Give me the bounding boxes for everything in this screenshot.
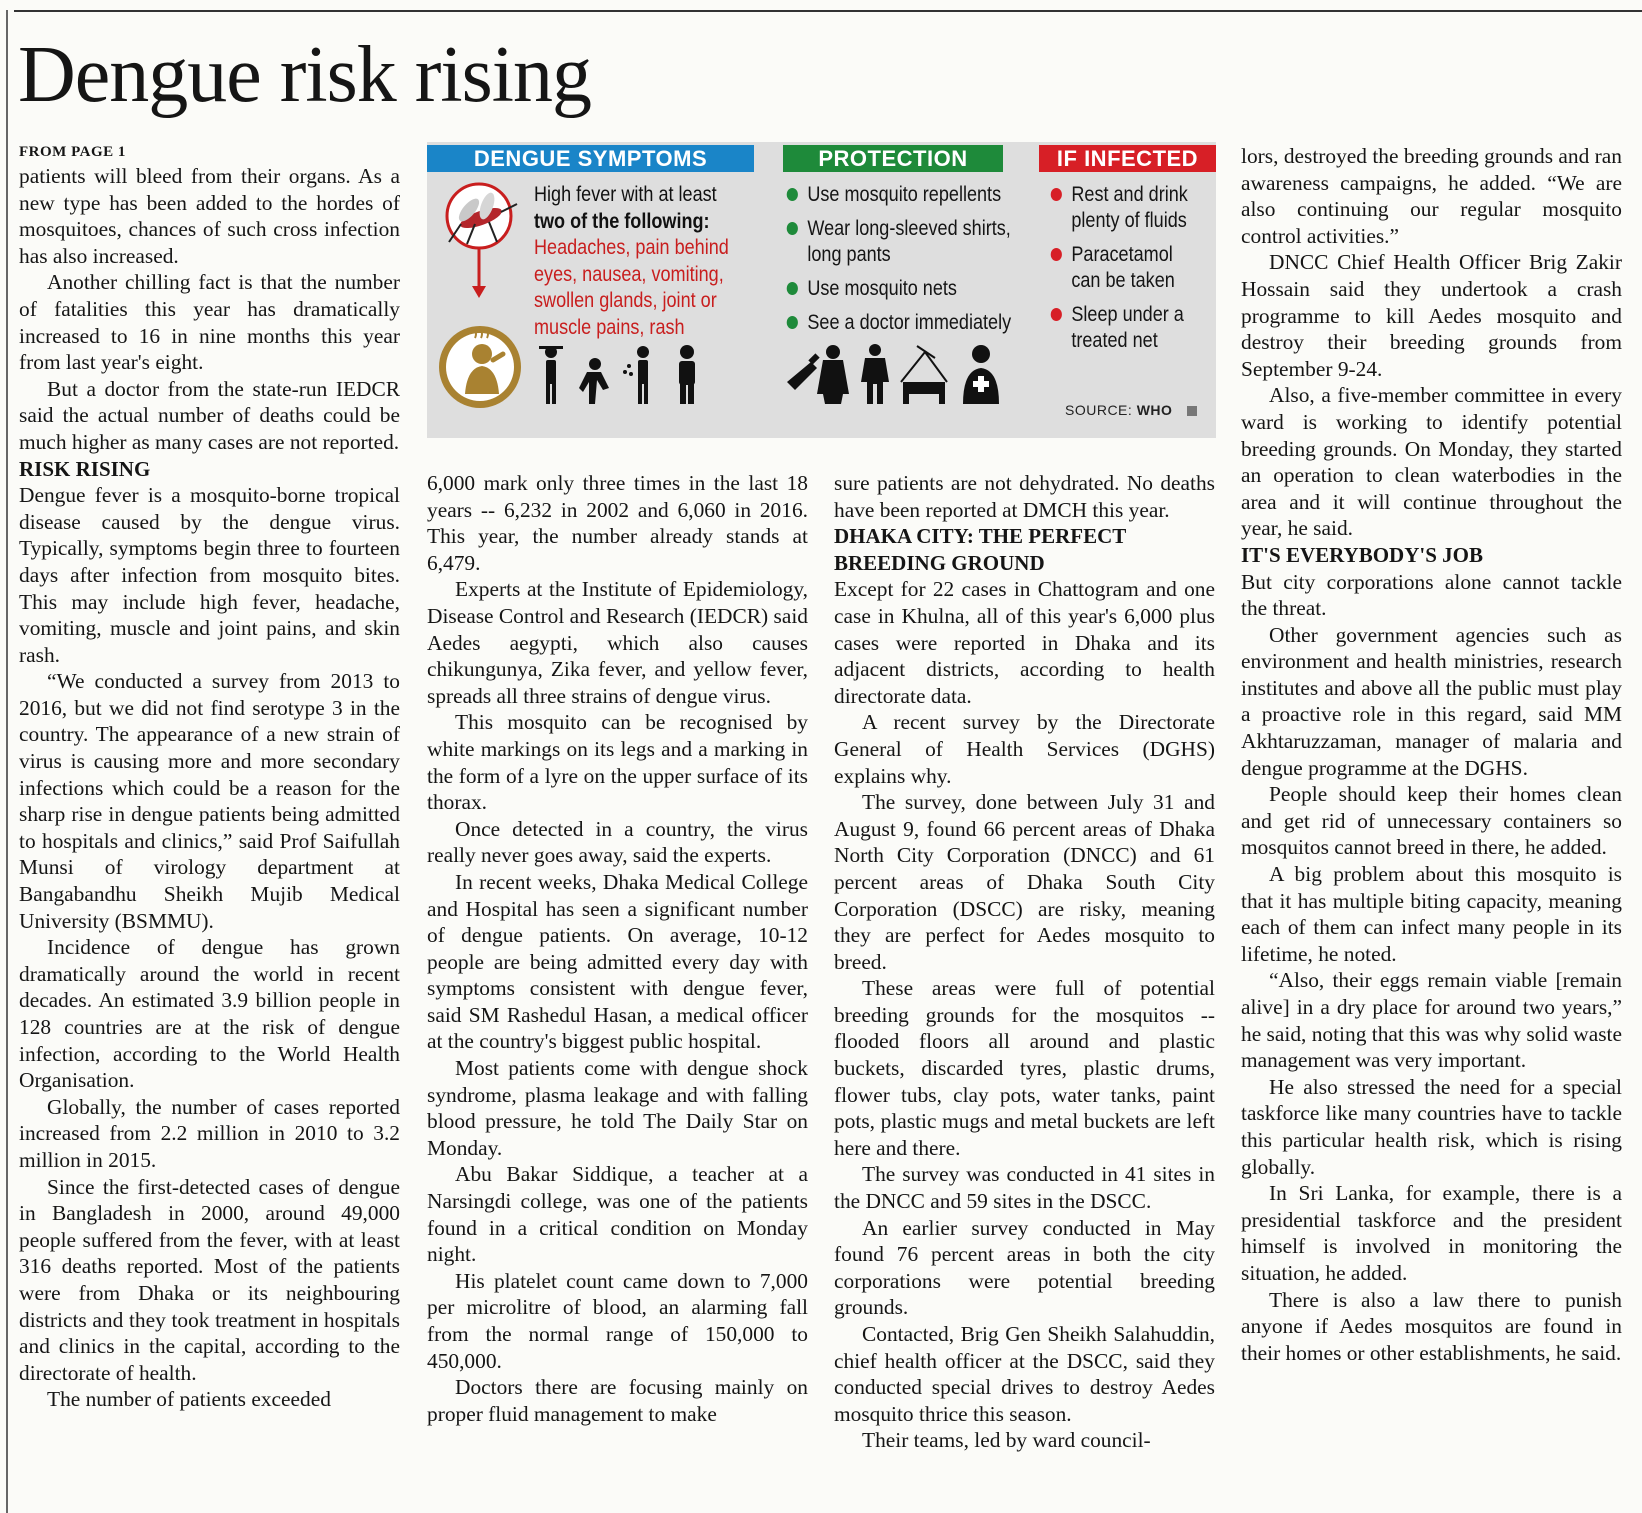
paragraph: 6,000 mark only three times in the last 18 years -- 6,232 in 2002 and 6,060 in 2016. This year, the number already stands at 6,479. (427, 471, 808, 575)
protection-item: Use mosquito nets (785, 276, 1014, 302)
paragraph: Experts at the Institute of Epidemiology, Disease Control and Research (IEDCR) said Aedes aegypti, which also causes chikungunya, Zika fever, and yellow fever, spreads all three strains of dengue virus. (427, 577, 808, 708)
paragraph: A big problem about this mosquito is that it has multiple biting capacity, meaning each of them can infect many people in its lifetime, he noted. (1241, 862, 1622, 966)
left-rule (6, 10, 8, 1513)
protection-tab: PROTECTION (783, 145, 1003, 172)
subhead-everybodys-job: IT'S EVERYBODY'S JOB (1241, 542, 1483, 567)
symptoms-tab: DENGUE SYMPTOMS (427, 145, 754, 172)
paragraph: Other government agencies such as environment and health ministries, research institutes and above all the public must play a proactive role in this regard, said MM Akhtaruzzaman, manager of malaria and dengue programme at the DGHS. (1241, 622, 1622, 780)
paragraph: “Also, their eggs remain viable [remain alive] in a dry place for around two years,” he said, noting that this was why solid waste management was very important. (1241, 968, 1622, 1073)
protection-list (785, 182, 1014, 344)
paragraph: An earlier survey conducted in May found 76 percent areas in both the city corporations were potential breeding grounds. (834, 1215, 1215, 1320)
if-infected-item: Paracetamol can be taken (1049, 242, 1209, 294)
bullet-icon (787, 222, 798, 235)
protection-item: Use mosquito repellents (785, 182, 1014, 208)
paragraph: Doctors there are focusing mainly on proper fluid management to make (427, 1375, 808, 1426)
symptoms-text (534, 182, 729, 341)
top-rule (14, 10, 1642, 12)
paragraph: Globally, the number of cases reported increased from 2.2 million in 2010 to 3.2 million in 2015. (19, 1094, 400, 1172)
paragraph: But city corporations alone cannot tackle the threat. (1241, 569, 1622, 621)
paragraph: But a doctor from the state-run IEDCR said the actual number of deaths could be much higher as many cases are not reported. (19, 376, 400, 454)
paragraph: People should keep their homes clean and get rid of unnecessary containers so mosquitos cannot breed in there, he added. (1241, 782, 1622, 860)
protection-item: See a doctor immediately (785, 310, 1014, 336)
column-4 (1241, 143, 1622, 1513)
paragraph: There is also a law there to punish anyone if Aedes mosquitos are found in their homes or other establishments, he said. (1241, 1287, 1622, 1365)
bullet-icon (787, 282, 798, 295)
headline: Dengue risk rising (18, 31, 592, 119)
paragraph: Except for 22 cases in Chattogram and one case in Khulna, all of this year's 6,000 plus cases were reported in Dhaka and its adjacent districts, according to health directorate data. (834, 577, 1215, 708)
column-1 (19, 141, 400, 1513)
sick-person-icon (437, 324, 523, 410)
mosquito-icon (441, 180, 519, 300)
paragraph: DNCC Chief Health Officer Brig Zakir Hossain said they undertook a crash programme to kill Aedes mosquito and destroy their breeding grounds from September 9-24. (1241, 250, 1622, 381)
subhead-risk-rising: RISK RISING (19, 456, 151, 481)
symptoms-line: muscle pains, rash (534, 315, 685, 339)
paragraph: He also stressed the need for a special taskforce like many countries have to tackle this particular health risk, which is rising globally. (1241, 1074, 1622, 1179)
paragraph: Dengue fever is a mosquito-borne tropical disease caused by the dengue virus. Typically, symptoms begin three to fourteen days after infection from mosquito bites. This may include high fever, headache, vomiting, muscle and joint pains, and skin rash. (19, 483, 400, 667)
if-infected-list (1049, 182, 1209, 362)
paragraph: The survey was conducted in 41 sites in the DNCC and 59 sites in the DSCC. (834, 1162, 1215, 1214)
paragraph: lors, destroyed the breeding grounds and ran awareness campaigns, he added. “We are also continuing our regular mosquito control activities.” (1241, 144, 1622, 248)
square-icon (1187, 406, 1197, 416)
if-infected-item: Rest and drink plenty of fluids (1049, 182, 1209, 234)
symptoms-line: High fever with at least (534, 183, 717, 206)
paragraph: Contacted, Brig Gen Sheikh Salahuddin, chief health officer at the DSCC, said they conducted special drives to destroy Aedes mosquito thrice this season. (834, 1322, 1215, 1426)
paragraph: Since the first-detected cases of dengue in Bangladesh in 2000, around 49,000 people suffered from the fever, with at least 316 deaths reported. Most of the patients were from Dhaka or its neighbouring districts and they took treatment in hospitals and clinics in the capital, according to the directorate of health. (19, 1174, 400, 1385)
paragraph: His platelet count came down to 7,000 per microlitre of blood, an alarming fall from the normal range of 150,000 to 450,000. (427, 1268, 808, 1373)
infected-tab: IF INFECTED (1039, 145, 1216, 172)
paragraph: Once detected in a country, the virus really never goes away, said the experts. (427, 816, 808, 868)
paragraph: The survey, done between July 31 and August 9, found 66 percent areas of Dhaka North City Corporation (DNCC) and 61 percent areas of Dhaka South City Corporation (DSCC) are risky, meaning they are perfect for Aedes mosquito to breed. (834, 790, 1215, 974)
paragraph: “We conducted a survey from 2013 to 2016, but we did not find serotype 3 in the country. The appearance of a new strain of virus is causing more and more secondary infections which could be a reason for the sharp rise in dengue patients being admitted to hospitals and clinics,” said Prof Saifullah Munsi of virology department at Bangabandhu Sheikh Mujib Medical University (BSMMU). (19, 669, 400, 933)
if-infected-item: Sleep under a treated net (1049, 302, 1209, 354)
paragraph: This mosquito can be recognised by white markings on its legs and a marking in the form of a lyre on the upper surface of its thorax. (427, 710, 808, 815)
paragraph: In Sri Lanka, for example, there is a presidential taskforce and the president himself is involved in monitoring the situation, he added. (1241, 1181, 1622, 1285)
paragraph: patients will bleed from their organs. As a new type has been added to the hordes of mosquitoes, chances of such cross infection has also increased. (19, 164, 400, 268)
bullet-icon (1051, 248, 1062, 261)
paragraph: A recent survey by the Directorate General of Health Services (DGHS) explains why. (834, 710, 1215, 788)
symptoms-line: eyes, nausea, vomiting, (534, 262, 724, 286)
paragraph: Their teams, led by ward council- (862, 1428, 1151, 1453)
paragraph: In recent weeks, Dhaka Medical College and Hospital has seen a significant number of dengue patients. On average, 10-12 people are being admitted every day with symptoms consistent with dengue fever, said SM Rashedul Hasan, a medical officer at the country's biggest public hospital. (427, 869, 808, 1054)
subhead-dhaka-city: DHAKA CITY: THE PERFECT BREEDING GROUND (834, 524, 1126, 575)
symptoms-line: Headaches, pain behind (534, 236, 729, 259)
paragraph: These areas were full of potential breeding grounds for the mosquitos -- flooded floors all around and plastic buckets, discarded tyres, plastic drums, flower tubs, clay pots, water tanks, paint pots, plastic mugs and metal buckets are left here and there. (834, 976, 1215, 1160)
bullet-icon (787, 188, 798, 201)
column-3 (834, 470, 1215, 1513)
paragraph: Incidence of dengue has grown dramatically around the world in recent decades. An estimated 3.9 billion people in 128 countries are at the risk of dengue infection, according to the World Health Organisation. (19, 935, 400, 1093)
bullet-icon (1051, 308, 1062, 321)
column-2 (427, 470, 808, 1513)
source-credit: SOURCE: WHO (1065, 402, 1197, 418)
paragraph: Most patients come with dengue shock syndrome, plasma leakage and with falling blood pressure, he told The Daily Star on Monday. (427, 1056, 808, 1160)
symptoms-line: two of the following: (534, 209, 710, 233)
paragraph: Also, a five-member committee in every ward is working to identify potential breeding grounds. On Monday, they started an operation to clean waterbodies in the area and it will continue throughout the year, he said. (1241, 383, 1622, 541)
paragraph: sure patients are not dehydrated. No deaths have been reported at DMCH this year. (834, 471, 1215, 522)
paragraph: Another chilling fact is that the number of fatalities this year has dramatically increased to 16 in nine months this year from last year's eight. (19, 270, 400, 375)
symptoms-line: swollen glands, joint or (534, 289, 717, 312)
paragraph: The number of patients exceeded (47, 1387, 331, 1412)
protection-icons (785, 342, 1010, 406)
paragraph: Abu Bakar Siddique, a teacher at a Narsingdi college, was one of the patients found in a critical condition on Monday night. (427, 1162, 808, 1267)
dengue-infographic (427, 142, 1216, 438)
bullet-icon (1051, 188, 1062, 201)
symptom-people-icons (539, 342, 719, 406)
protection-item: Wear long-sleeved shirts, long pants (785, 216, 1014, 268)
bullet-icon (787, 316, 798, 329)
kicker: FROM PAGE 1 (19, 144, 126, 160)
